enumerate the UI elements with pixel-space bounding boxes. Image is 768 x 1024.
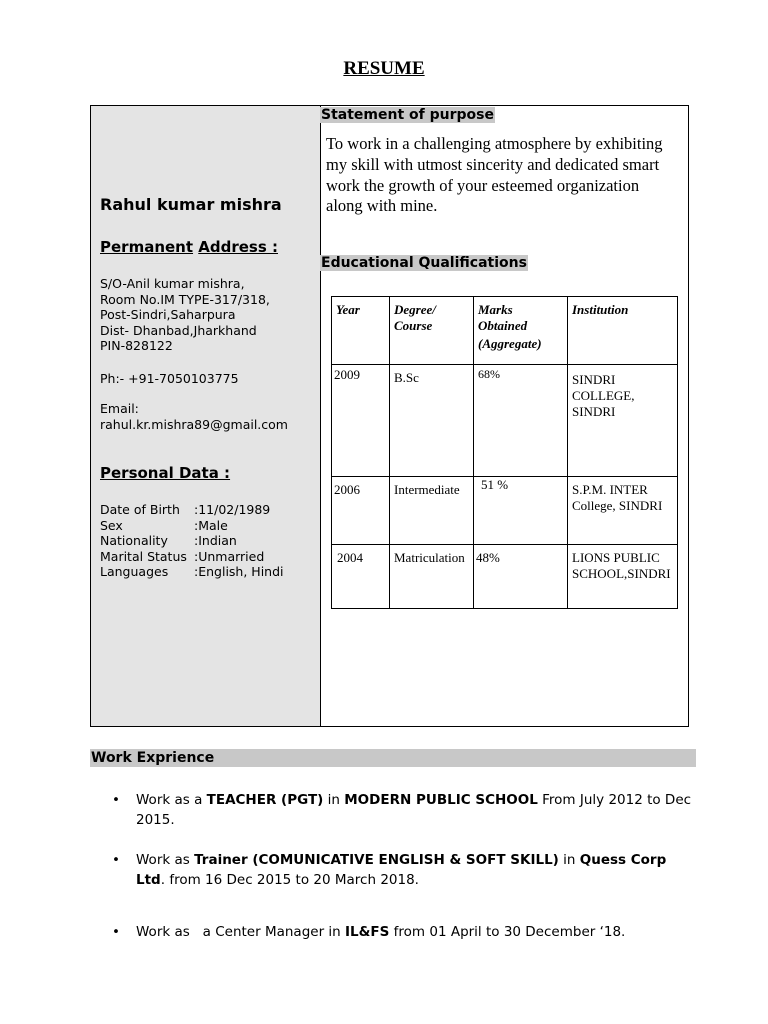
- education-heading-text: Educational Qualifications: [321, 255, 527, 271]
- cell-marks-text: 68%: [478, 367, 500, 381]
- header-institution-text: Institution: [572, 302, 629, 317]
- inst-line2: COLLEGE,: [572, 388, 635, 403]
- cell-institution-text: [568, 365, 677, 422]
- header-year: [332, 297, 390, 365]
- email-label: Email:: [100, 401, 139, 416]
- header-degree-line1: Degree/: [394, 302, 436, 317]
- personal-row-languages: [100, 564, 284, 580]
- header-degree-line2: Course: [394, 318, 433, 333]
- work-item: [112, 922, 692, 942]
- resume-title: RESUME: [343, 58, 425, 79]
- table-header-row: [332, 297, 678, 365]
- personal-value: :Indian: [194, 533, 237, 549]
- text-part: From July 2012 to Dec 2015.: [136, 792, 692, 828]
- statement-heading-text: Statement of purpose: [321, 107, 494, 123]
- work-item-text: [136, 922, 625, 942]
- bullet-icon: •: [112, 924, 120, 940]
- table-row: [332, 545, 678, 609]
- header-marks-line3: (Aggregate): [478, 336, 542, 351]
- inst-line2: SCHOOL,SINDRI: [572, 566, 671, 581]
- personal-value: :English, Hindi: [194, 564, 284, 580]
- cell-marks-text: 48%: [476, 550, 500, 565]
- text-part: in: [323, 792, 345, 808]
- inst-line1: SINDRI: [572, 372, 616, 387]
- cell-degree: [390, 477, 474, 545]
- cell-institution-text: [568, 477, 677, 516]
- cell-year-text: 2006: [334, 482, 360, 497]
- education-table: [331, 296, 678, 609]
- cell-marks: [474, 365, 568, 477]
- bold-part: TEACHER (PGT): [206, 792, 324, 808]
- header-degree-text: [390, 297, 473, 336]
- personal-value: :Male: [194, 517, 228, 533]
- cell-institution: [568, 545, 678, 609]
- cell-degree-text: Matriculation: [394, 550, 465, 565]
- text-part: Work as: [136, 852, 195, 868]
- bold-part: MODERN PUBLIC SCHOOL: [344, 792, 538, 808]
- header-marks-line1: Marks: [478, 302, 513, 317]
- personal-value: :Unmarried: [194, 548, 265, 564]
- bullet-icon: •: [112, 792, 120, 808]
- header-degree: [390, 297, 474, 365]
- personal-key: Nationality: [100, 533, 168, 549]
- address-lines: S/O-Anil kumar mishra, Room No.IM TYPE-317/318, Post-Sindri,Saharpura Dist- Dhanbad,Jharkhand PIN-828122: [100, 276, 270, 354]
- cell-year-text: 2009: [334, 367, 360, 382]
- personal-row-marital: [100, 549, 284, 565]
- address-heading-part2: Address :: [198, 238, 278, 256]
- work-item-text: [136, 790, 692, 830]
- statement-text: To work in a challenging atmosphere by exhibiting my skill with utmost sincerity and dedicated smart work the growth of your esteemed organization along with mine.: [326, 134, 663, 216]
- education-heading: [320, 255, 528, 271]
- personal-row-sex: [100, 518, 284, 534]
- cell-institution: [568, 477, 678, 545]
- cell-year: [332, 545, 390, 609]
- header-marks-text: [474, 297, 567, 354]
- inst-line3: SINDRI: [572, 404, 616, 419]
- address-heading: [100, 238, 278, 256]
- personal-row-nationality: [100, 533, 284, 549]
- work-heading: Work Exprience: [91, 750, 215, 766]
- cell-marks: [474, 477, 568, 545]
- cell-year: [332, 365, 390, 477]
- bold-part: Trainer (COMUNICATIVE ENGLISH & SOFT SKILL): [194, 852, 559, 868]
- cell-degree-text: B.Sc: [394, 370, 419, 385]
- work-item-text: [136, 850, 692, 890]
- table-row: [332, 365, 678, 477]
- cell-year-text: 2004: [337, 550, 363, 565]
- text-part: from 01 April to 30 December ‘18.: [389, 924, 626, 940]
- cell-institution-text: [568, 545, 677, 584]
- inst-line2: College, SINDRI: [572, 498, 663, 513]
- inst-line1: S.P.M. INTER: [572, 482, 648, 497]
- header-marks: [474, 297, 568, 365]
- work-item: [112, 790, 692, 830]
- address-heading-part1: Permanent: [100, 238, 194, 256]
- header-institution: [568, 297, 678, 365]
- text-part: . from 16 Dec 2015 to 20 March 2018.: [160, 872, 419, 888]
- header-marks-line2: Obtained: [478, 318, 528, 333]
- inst-line1: LIONS PUBLIC: [572, 550, 660, 565]
- statement-heading: [320, 107, 495, 123]
- cell-marks: [474, 545, 568, 609]
- personal-row-dob: [100, 502, 284, 518]
- text-part: Work as a: [136, 792, 207, 808]
- bullet-icon: •: [112, 852, 120, 868]
- cell-institution: [568, 365, 678, 477]
- personal-key: Sex: [100, 517, 123, 533]
- candidate-name: Rahul kumar mishra: [100, 195, 282, 214]
- cell-degree-text: Intermediate: [394, 482, 460, 497]
- phone-number: Ph:- +91-7050103775: [100, 371, 239, 386]
- text-part: in: [558, 852, 580, 868]
- table-row: [332, 477, 678, 545]
- text-part: Work as a Center Manager in: [136, 924, 346, 940]
- work-item: [112, 850, 692, 890]
- bold-part: IL&FS: [345, 924, 390, 940]
- cell-year: [332, 477, 390, 545]
- personal-data-list: [100, 502, 284, 580]
- cell-degree: [390, 365, 474, 477]
- email-address: rahul.kr.mishra89@gmail.com: [100, 417, 288, 432]
- header-year-text: Year: [336, 302, 360, 317]
- personal-key: Marital Status: [100, 548, 187, 564]
- bold-part: Quess Corp Ltd: [136, 852, 667, 888]
- cell-marks-text: 51 %: [481, 477, 509, 492]
- column-divider: [320, 106, 321, 726]
- cell-degree: [390, 545, 474, 609]
- personal-value: :11/02/1989: [194, 502, 271, 517]
- personal-key: Date of Birth: [100, 502, 180, 517]
- personal-key: Languages: [100, 564, 169, 580]
- personal-data-heading: Personal Data :: [100, 464, 231, 482]
